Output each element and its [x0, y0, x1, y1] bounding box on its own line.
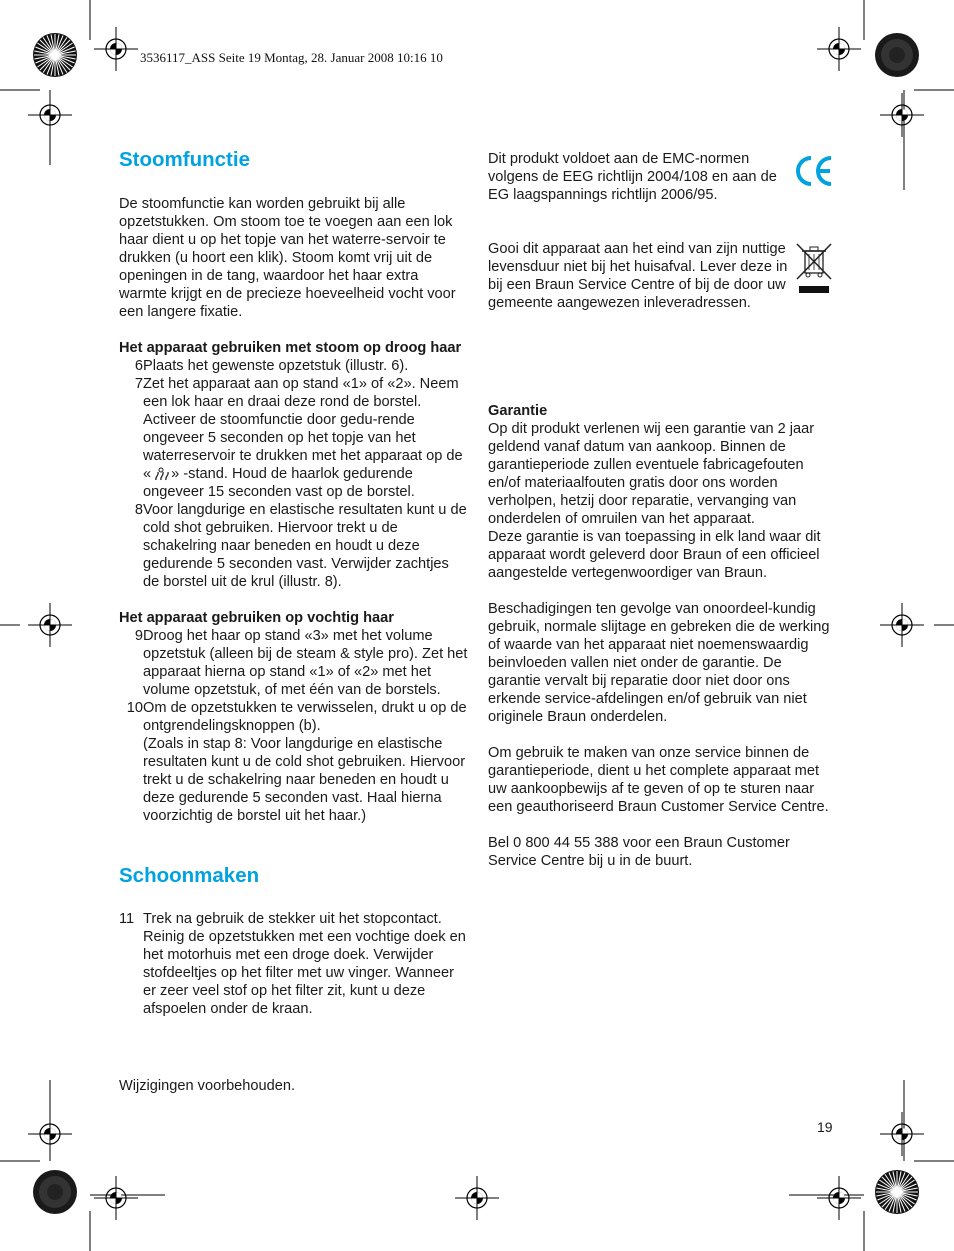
list-item [119, 910, 469, 1018]
weee-bin-icon [794, 241, 834, 295]
left-column [119, 147, 469, 1018]
step-text: Droog het haar op stand «3» met het volume opzetstuk (alleen bij de steam & style pro). Zet het apparaat hierna op stand «1» of «2» met het volume opzetstuk, of met één van de borstels. [143, 628, 468, 698]
warranty-p1: Op dit produkt verlenen wij een garantie van 2 jaar geldend vanaf datum van aankoop. Binnen de garantieperiode zullen eventuele fabricagefouten en/of materiaalfouten gratis door ons worden verholpen, hetzij door reparatie, vervanging van onderdelen of omruilen van het apparaat. [488, 421, 815, 527]
color-wheel-icon [875, 33, 919, 77]
step-number: 11 [119, 911, 135, 927]
registration-mark-icon [455, 1176, 499, 1220]
step-number: 9 [134, 628, 143, 644]
registration-mark-icon [94, 1176, 138, 1220]
step-text-note: (Zoals in stap 8: Voor langdurige en elastische resultaten kunt u de cold shot gebruiken. Hiervoor trekt u de schakelring naar beneden en houdt u deze gedurende 5 seconden vast. Haal hierna voorzichtig de borstel uit het haar.) [143, 736, 466, 824]
color-wheel-icon [33, 33, 77, 77]
cleaning-steps-list [119, 910, 469, 1018]
steam-intro: De stoomfunctie kan worden gebruikt bij alle opzetstukken. Om stoom toe te voegen aan een lok haar dient u op het topje van het waterre-servoir te drukken (u hoort een klik). Stoom komt vrij uit de openingen in de tang, waardoor het haar extra warmte krijgt en de precieze hoeveelheid vocht voor een langere fixatie. [119, 196, 456, 320]
step-number: 7 [134, 376, 143, 392]
emc-statement: Dit produkt voldoet aan de EMC-normen volgens de EEG richtlijn 2004/108 en aan de EG laagspannings richtlijn 2006/95. [488, 151, 777, 203]
step-number: 6 [134, 358, 143, 374]
print-slug: 3536117_ASS Seite 19 Montag, 28. Januar 2008 10:16 10 [140, 50, 443, 65]
registration-mark-icon [817, 1176, 861, 1220]
registration-mark-icon [94, 27, 138, 71]
step-text: Zet het apparaat aan op stand «1» of «2». Neem een lok haar en draai deze rond de borstel. Activeer de stoomfunctie door gedu-rende ongeveer 5 seconden op het topje van het waterreservoir te drukken met het apparaat op de « [143, 376, 463, 482]
registration-mark-icon [28, 1112, 72, 1156]
registration-mark-icon [880, 1112, 924, 1156]
steam-icon [153, 467, 169, 481]
steam-heading: Stoomfunctie [119, 148, 250, 171]
step-text: Om de opzetstukken te verwisselen, drukt u op de ontgrendelingsknoppen (b). [143, 700, 467, 734]
dry-steps-list [119, 357, 469, 591]
cleaning-heading: Schoonmaken [119, 864, 260, 887]
warranty-p5: Bel 0 800 44 55 388 voor een Braun Customer Service Centre bij u in de buurt. [488, 835, 790, 869]
warranty-p3: Beschadigingen ten gevolge van onoordeel-kundig gebruik, normale slijtage en gebreken die de werking of waarde van het apparaat niet noemenswaardig beinvloeden vallen niet onder de garantie. De garantie vervalt bij reparatie door niet door ons erkende service-afdelingen en/of gebruik van niet originele Braun onderdelen. [488, 601, 830, 725]
color-wheel-icon [33, 1170, 77, 1214]
footnote: Wijzigingen voorbehouden. [119, 1078, 296, 1094]
warranty-heading: Garantie [488, 403, 548, 419]
warranty-p4: Om gebruik te maken van onze service binnen de garantieperiode, dient u het complete apparaat met uw aankoopbewijs af te geven of op te sturen naar een geauthoriseerd Braun Customer Service Centre. [488, 745, 829, 815]
warranty-p2: Deze garantie is van toepassing in elk land waar dit apparaat wordt geleverd door Braun of een officieel aangestelde vertegenwoordiger van Braun. [488, 529, 821, 581]
right-column [488, 150, 836, 870]
list-item [119, 357, 469, 375]
list-item [119, 699, 469, 825]
wet-hair-heading: Het apparaat gebruiken op vochtig haar [119, 610, 394, 626]
step-text: Trek na gebruik de stekker uit het stopcontact. Reinig de opzetstukken met een vochtige doek en het motorhuis met een droge doek. Verwijder stofdeeltjes op het filter met uw vinger. Wanneer er zeer veel stof op het filter zit, kunt u deze afspoelen onder de kraan. [143, 911, 466, 1017]
registration-mark-icon [880, 603, 924, 647]
registration-mark-icon [817, 27, 861, 71]
registration-mark-icon [28, 603, 72, 647]
step-number: 8 [134, 502, 143, 518]
dry-hair-heading: Het apparaat gebruiken met stoom op droog haar [119, 340, 462, 356]
list-item [119, 627, 469, 699]
list-item [119, 501, 469, 591]
wet-steps-list [119, 627, 469, 825]
step-text: Voor langdurige en elastische resultaten kunt u de cold shot gebruiken. Hiervoor trekt u de schakelring naar beneden en houdt u deze gedurende 5 seconden vast. Verwijder zachtjes de borstel uit de krul (illustr. 8). [143, 502, 467, 590]
page-number: 19 [817, 1119, 833, 1135]
list-item [119, 375, 469, 501]
registration-mark-icon [880, 93, 924, 137]
color-wheel-icon [875, 1170, 919, 1214]
step-text: Plaats het gewenste opzetstuk (illustr. 6). [143, 358, 409, 374]
disposal-statement: Gooi dit apparaat aan het eind van zijn nuttige levensduur niet bij het huisafval. Lever deze in bij een Braun Service Centre of bij de door uw gemeente aangewezen inleveradressen. [488, 241, 788, 311]
step-text: » -stand. Houd de haarlok gedurende ongeveer 15 seconden vast op de borstel. [143, 466, 415, 500]
step-number: 10 [126, 700, 143, 716]
registration-mark-icon [28, 93, 72, 137]
ce-mark-icon [793, 152, 835, 190]
